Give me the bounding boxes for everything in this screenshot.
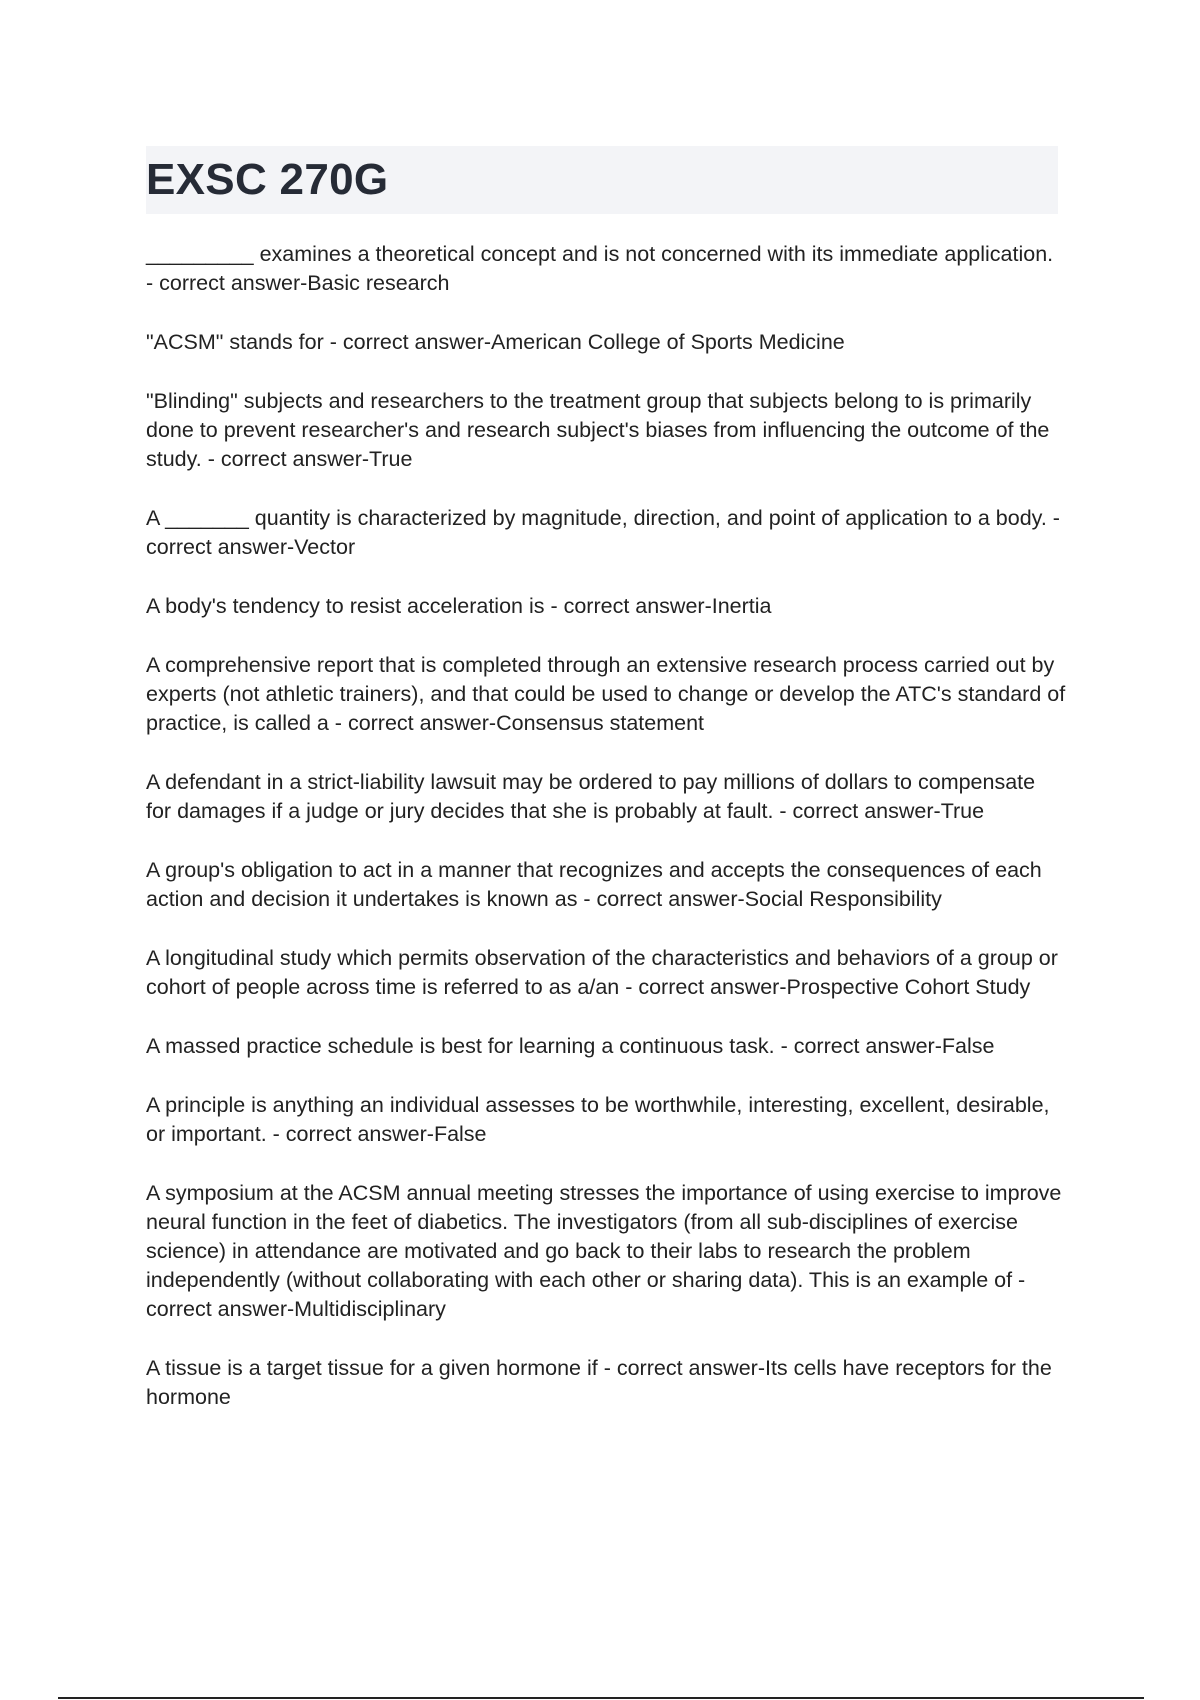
- qa-item-blinding: "Blinding" subjects and researchers to the treatment group that subjects belong to is primarily done to prevent researcher's and research subject's biases from influencing the outcome of the study. - correct answer-True: [146, 389, 1050, 471]
- qa-item-massed-practice: A massed practice schedule is best for learning a continuous task. - correct answer-False: [146, 1034, 995, 1058]
- qa-item-multidisciplinary: A symposium at the ACSM annual meeting stresses the importance of using exercise to improve neural function in the feet of diabetics. The investigators (from all sub-disciplines of exercise science) in attendance are motivated and go back to their labs to research the problem independently (without collaborating with each other or sharing data). This is an example of - correct answer-Multidisciplinary: [146, 1181, 1062, 1321]
- qa-item-vector: A _______ quantity is characterized by magnitude, direction, and point of application to a body. - correct answer-Vector: [146, 506, 1060, 559]
- qa-item-target-tissue: A tissue is a target tissue for a given hormone if - correct answer-Its cells have receptors for the hormone: [146, 1356, 1052, 1409]
- qa-item-prospective-cohort: A longitudinal study which permits observation of the characteristics and behaviors of a group or cohort of people across time is referred to as a/an - correct answer-Prospective Cohort Study: [146, 946, 1058, 999]
- qa-item-consensus-statement: A comprehensive report that is completed through an extensive research process carried out by experts (not athletic trainers), and that could be used to change or develop the ATC's standard of practice, is called a - correct answer-Consensus statement: [146, 653, 1066, 735]
- qa-item-basic-research: _________ examines a theoretical concept and is not concerned with its immediate application. - correct answer-Basic research: [146, 242, 1054, 295]
- question-answer-list: [146, 240, 1066, 1442]
- qa-item-social-responsibility: A group's obligation to act in a manner that recognizes and accepts the consequences of each action and decision it undertakes is known as - correct answer-Social Responsibility: [146, 858, 1042, 911]
- qa-item-principle: A principle is anything an individual assesses to be worthwhile, interesting, excellent, desirable, or important. - correct answer-False: [146, 1093, 1050, 1146]
- title-banner: [146, 146, 1058, 214]
- qa-item-acsm: "ACSM" stands for - correct answer-American College of Sports Medicine: [146, 330, 845, 354]
- page-bottom-divider: [58, 1697, 1144, 1699]
- qa-item-strict-liability: A defendant in a strict-liability lawsuit may be ordered to pay millions of dollars to compensate for damages if a judge or jury decides that she is probably at fault. - correct answer-True: [146, 770, 1036, 823]
- page-title: EXSC 270G: [146, 155, 389, 204]
- qa-item-inertia: A body's tendency to resist acceleration is - correct answer-Inertia: [146, 594, 772, 618]
